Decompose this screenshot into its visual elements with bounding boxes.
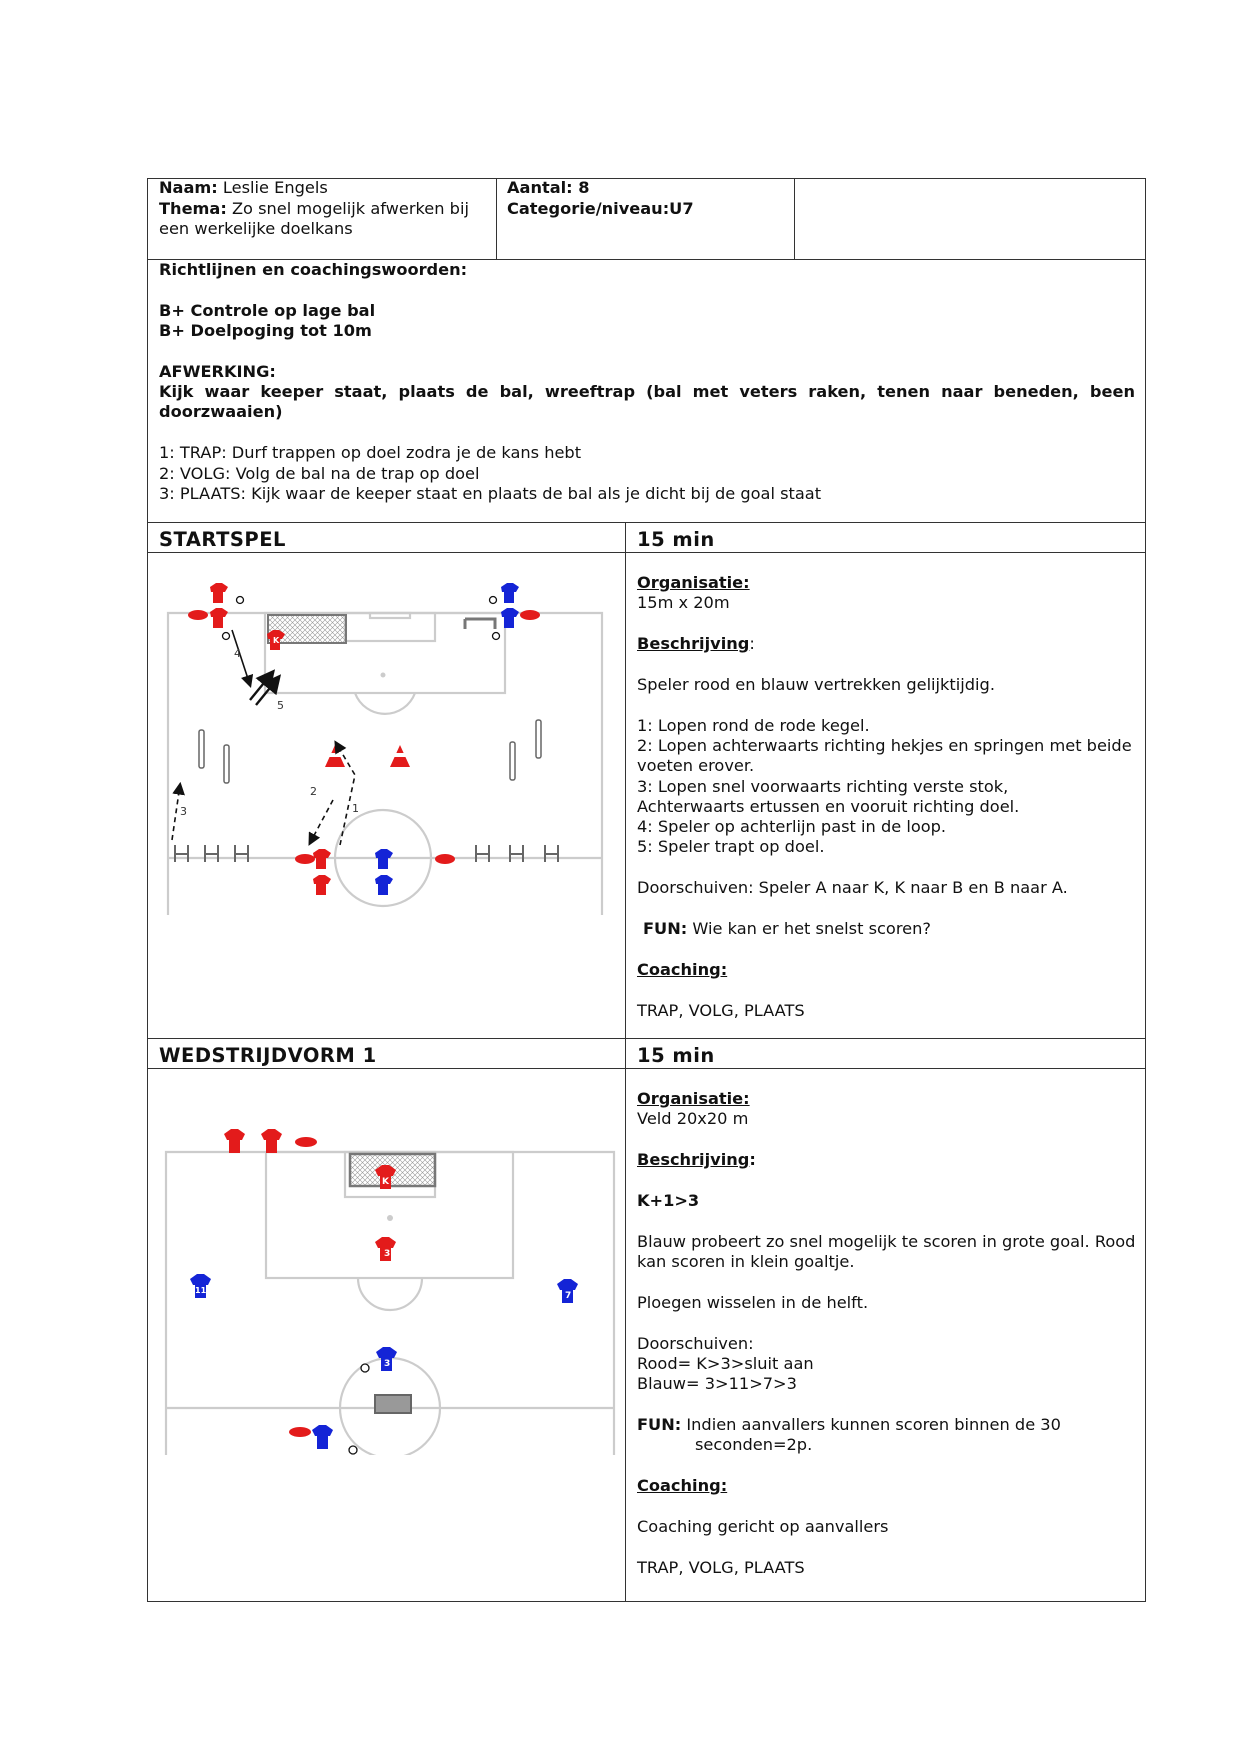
wv-door-blauw: Blauw= 3>11>7>3	[637, 1374, 797, 1394]
cones	[325, 745, 410, 767]
wedstrijdvorm-duration: 15 min	[637, 1044, 715, 1067]
startspel-org-title: Organisatie:	[637, 573, 750, 592]
hurdles	[175, 845, 558, 862]
wv-coaching-title: Coaching:	[637, 1476, 728, 1496]
rule	[147, 1038, 1146, 1039]
wv-org-text: Veld 20x20 m	[637, 1109, 749, 1129]
blue-3-label: 3	[384, 1359, 391, 1369]
small-goal	[465, 619, 495, 629]
rule	[147, 552, 1146, 553]
wv-formula: K+1>3	[637, 1190, 700, 1210]
arrow-label-3: 3	[180, 805, 187, 818]
point-2: 2: VOLG: Volg de bal na de trap op doel	[159, 463, 480, 483]
startspel-step2: 2: Lopen achterwaarts richting hekjes en springen met beide voeten erover.	[637, 735, 1132, 776]
point-1: 1: TRAP: Durf trappen op doel zodra je de kans hebt	[159, 443, 582, 463]
startspel-step1: 1: Lopen rond de rode kegel.	[637, 715, 870, 735]
red-3-label: 3	[384, 1249, 391, 1259]
arrow-label-2: 2	[310, 785, 317, 798]
aantal: Aantal: 8	[507, 178, 590, 197]
header-name-block	[159, 178, 489, 240]
wv-fun-text: Indien aanvallers kunnen scoren binnen de 30 seconden=2p.	[686, 1414, 1061, 1455]
point-3: 3: PLAATS: Kijk waar de keeper staat en plaats de bal als je dicht bij de goal staat	[159, 483, 822, 503]
afwerking-title: AFWERKING:	[159, 361, 276, 381]
startspel-fun-text: Wie kan er het snelst scoren?	[692, 919, 931, 939]
startspel-besch-colon: :	[749, 634, 755, 654]
startspel-duration: 15 min	[637, 528, 715, 551]
wv-door-rood: Rood= K>3>sluit aan	[637, 1353, 814, 1373]
naam-value: Leslie Engels	[222, 178, 328, 197]
wv-line2: Ploegen wisselen in de helft.	[637, 1292, 869, 1312]
b-plus-1: B+ Controle op lage bal	[159, 300, 376, 320]
startspel-diagram	[160, 575, 610, 915]
startspel-step3b: Achterwaarts ertussen en vooruit richting doel.	[637, 796, 1020, 816]
rule	[147, 522, 1146, 523]
startspel-fun-label: FUN:	[643, 919, 688, 939]
penalty-spot	[387, 1215, 393, 1221]
naam-label: Naam:	[159, 178, 218, 197]
startspel-step5: 5: Speler trapt op doel.	[637, 837, 825, 857]
keeper-label: K	[382, 1177, 389, 1187]
wedstrijdvorm-text	[637, 1089, 1137, 1578]
blue-11-label: 11	[195, 1286, 207, 1295]
wv-coaching-text2: TRAP, VOLG, PLAATS	[637, 1557, 805, 1577]
startspel-line1: Speler rood en blauw vertrekken gelijktijdig.	[637, 674, 995, 694]
thema-value: Zo snel mogelijk afwerken bij een werkelijke doelkans	[159, 198, 469, 238]
arrow-label-1: 1	[352, 802, 359, 815]
startspel-besch-title: Beschrijving	[637, 634, 750, 654]
rule	[496, 178, 497, 260]
wv-fun-label: FUN:	[637, 1414, 682, 1434]
keeper-label: K	[273, 636, 280, 645]
startspel-doorschuiven: Doorschuiven: Speler A naar K, K naar B en B naar A.	[637, 878, 1068, 898]
startspel-title: STARTSPEL	[159, 528, 286, 551]
rule	[794, 178, 795, 260]
rule	[625, 522, 626, 1602]
b-plus-2: B+ Doelpoging tot 10m	[159, 321, 372, 341]
richtlijnen-title: Richtlijnen en coachingswoorden:	[159, 260, 468, 279]
wedstrijdvorm-diagram	[160, 1115, 620, 1455]
discs	[289, 1137, 317, 1437]
thema-label: Thema:	[159, 198, 227, 218]
wv-door-title: Doorschuiven:	[637, 1333, 754, 1353]
arrow-label-4: 4	[234, 647, 241, 660]
categorie: Categorie/niveau:U7	[507, 198, 694, 218]
header-aantal-block	[507, 178, 787, 219]
startspel-step3a: 3: Lopen snel voorwaarts richting verste stok,	[637, 776, 1009, 796]
wedstrijdvorm-title: WEDSTRIJDVORM 1	[159, 1044, 377, 1067]
small-goal	[375, 1395, 411, 1413]
startspel-coaching-text: TRAP, VOLG, PLAATS	[637, 1000, 805, 1020]
startspel-coaching-title: Coaching:	[637, 959, 728, 979]
wv-org-title: Organisatie:	[637, 1089, 750, 1108]
wv-line1: Blauw probeert zo snel mogelijk te scoren in grote goal. Rood kan scoren in klein goaltje.	[637, 1231, 1136, 1271]
arrow-numbers	[180, 647, 359, 818]
startspel-step4: 4: Speler op achterlijn past in de loop.	[637, 817, 947, 837]
blue-players	[375, 583, 519, 895]
rule	[147, 1068, 1146, 1069]
poles	[199, 720, 541, 783]
richtlijnen-block	[159, 260, 1135, 504]
startspel-org-text: 15m x 20m	[637, 593, 730, 613]
red-players	[224, 1129, 396, 1261]
wv-besch-title: Beschrijving	[637, 1150, 750, 1170]
wv-coaching-text1: Coaching gericht op aanvallers	[637, 1516, 889, 1536]
blue-7-label: 7	[565, 1291, 572, 1301]
penalty-spot	[381, 673, 386, 678]
wv-besch-colon: :	[749, 1150, 756, 1170]
startspel-text	[637, 573, 1137, 1021]
afwerking-text: Kijk waar keeper staat, plaats de bal, wreeftrap (bal met veters raken, tenen naar beneden, been doorzwaaien)	[159, 382, 1135, 422]
arrow-label-5: 5	[277, 699, 284, 712]
